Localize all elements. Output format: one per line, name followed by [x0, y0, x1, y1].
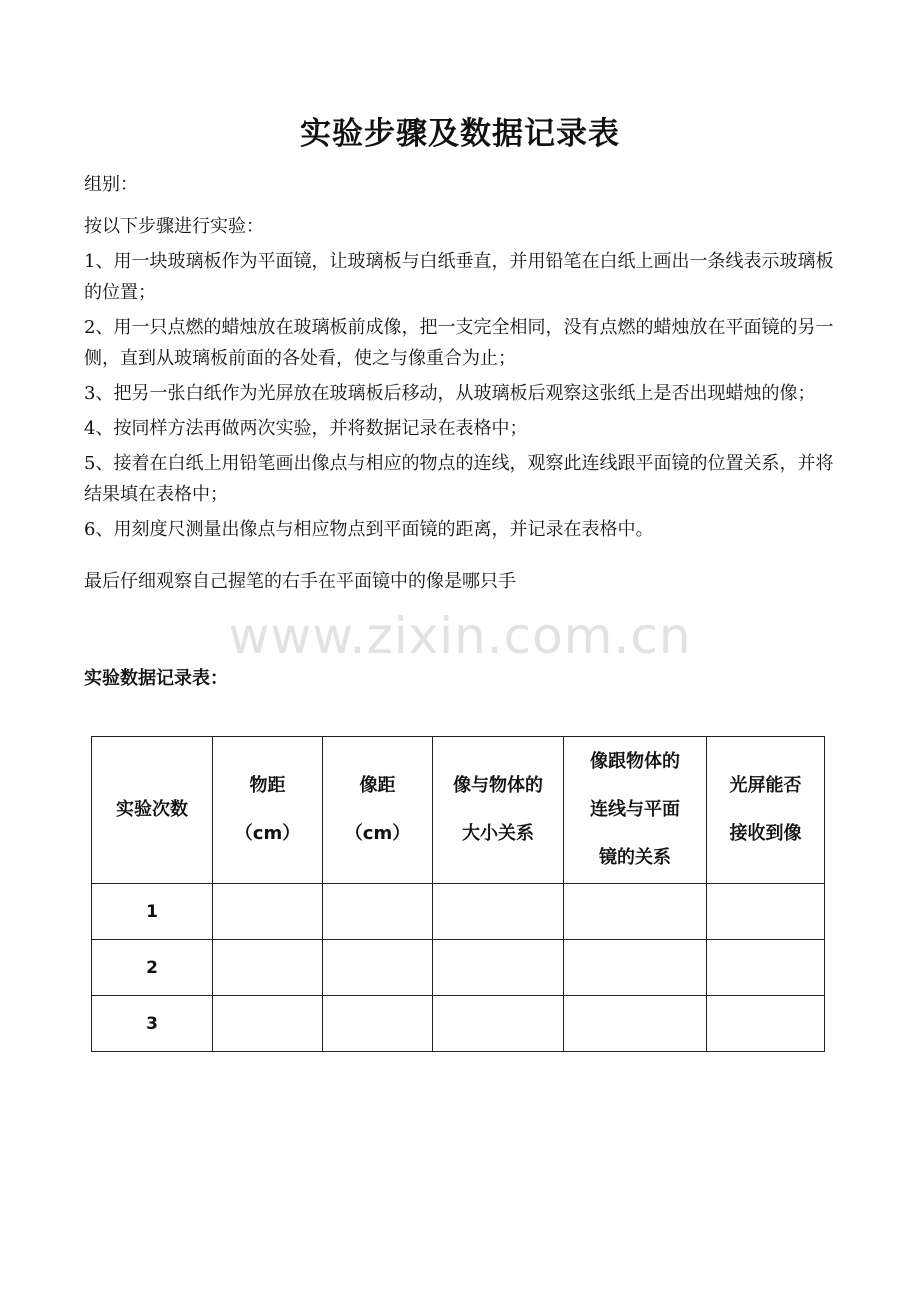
step-item: 4、按同样方法再做两次实验，并将数据记录在表格中； — [84, 418, 528, 439]
header-trial-number — [92, 737, 213, 884]
steps-list — [84, 246, 840, 549]
header-image-distance — [323, 737, 433, 884]
table-cell — [433, 884, 564, 940]
table-cell — [213, 940, 323, 996]
table-cell — [433, 996, 564, 1052]
final-note: 最后仔细观察自己握笔的右手在平面镜中的像是哪只手 — [84, 571, 516, 592]
watermark: www.zixin.com.cn — [228, 607, 692, 665]
header-screen-receives-image — [707, 737, 825, 884]
group-label: 组别： — [84, 174, 138, 195]
header-unit: （cm） — [344, 823, 411, 844]
table-cell — [564, 940, 707, 996]
step-item: 3、把另一张白纸作为光屏放在玻璃板后移动，从玻璃板后观察这张纸上是否出现蜡烛的像； — [84, 383, 816, 404]
step-item: 2、用一只点燃的蜡烛放在玻璃板前成像，把一支完全相同，没有点燃的蜡烛放在平面镜的另一侧，直到从玻璃板前面的各处看，使之与像重合为止； — [84, 317, 834, 369]
header-unit: （cm） — [234, 823, 301, 844]
header-text: 像与物体的 — [453, 775, 543, 796]
table-header-row — [92, 737, 825, 884]
trial-number-cell: 2 — [92, 940, 213, 996]
header-text: 光屏能否 — [729, 775, 802, 796]
table-row — [92, 884, 825, 940]
step-item: 6、用刻度尺测量出像点与相应物点到平面镜的距离，并记录在表格中。 — [84, 519, 654, 540]
table-cell — [707, 940, 825, 996]
header-text: 物距 — [249, 775, 286, 796]
table-row — [92, 940, 825, 996]
intro-text: 按以下步骤进行实验： — [84, 216, 264, 237]
step-item: 5、接着在白纸上用铅笔画出像点与相应的物点的连线，观察此连线跟平面镜的位置关系，并将结果填在表格中； — [84, 453, 834, 505]
table-cell — [433, 940, 564, 996]
table-row — [92, 996, 825, 1052]
header-line-mirror-relation — [564, 737, 707, 884]
table-cell — [707, 884, 825, 940]
table-caption: 实验数据记录表： — [84, 668, 228, 689]
header-text: 大小关系 — [462, 823, 534, 844]
header-text: 接收到像 — [729, 823, 802, 844]
page-title: 实验步骤及数据记录表 — [300, 116, 620, 152]
table-cell — [213, 996, 323, 1052]
trial-number-cell: 3 — [92, 996, 213, 1052]
data-record-table — [91, 736, 825, 1052]
header-size-relation — [433, 737, 564, 884]
table-cell — [323, 940, 433, 996]
table-cell — [323, 884, 433, 940]
table-cell — [564, 884, 707, 940]
header-text: 像距 — [359, 775, 396, 796]
table-cell — [213, 884, 323, 940]
trial-number-cell: 1 — [92, 884, 213, 940]
step-item: 1、用一块玻璃板作为平面镜，让玻璃板与白纸垂直，并用铅笔在白纸上画出一条线表示玻璃板的位置； — [84, 251, 834, 303]
header-text: 镜的关系 — [599, 847, 671, 868]
table-cell — [564, 996, 707, 1052]
header-text: 连线与平面 — [590, 799, 680, 820]
header-text: 实验次数 — [116, 799, 188, 820]
table-cell — [707, 996, 825, 1052]
header-text: 像跟物体的 — [590, 751, 680, 772]
table-cell — [323, 996, 433, 1052]
header-object-distance — [213, 737, 323, 884]
